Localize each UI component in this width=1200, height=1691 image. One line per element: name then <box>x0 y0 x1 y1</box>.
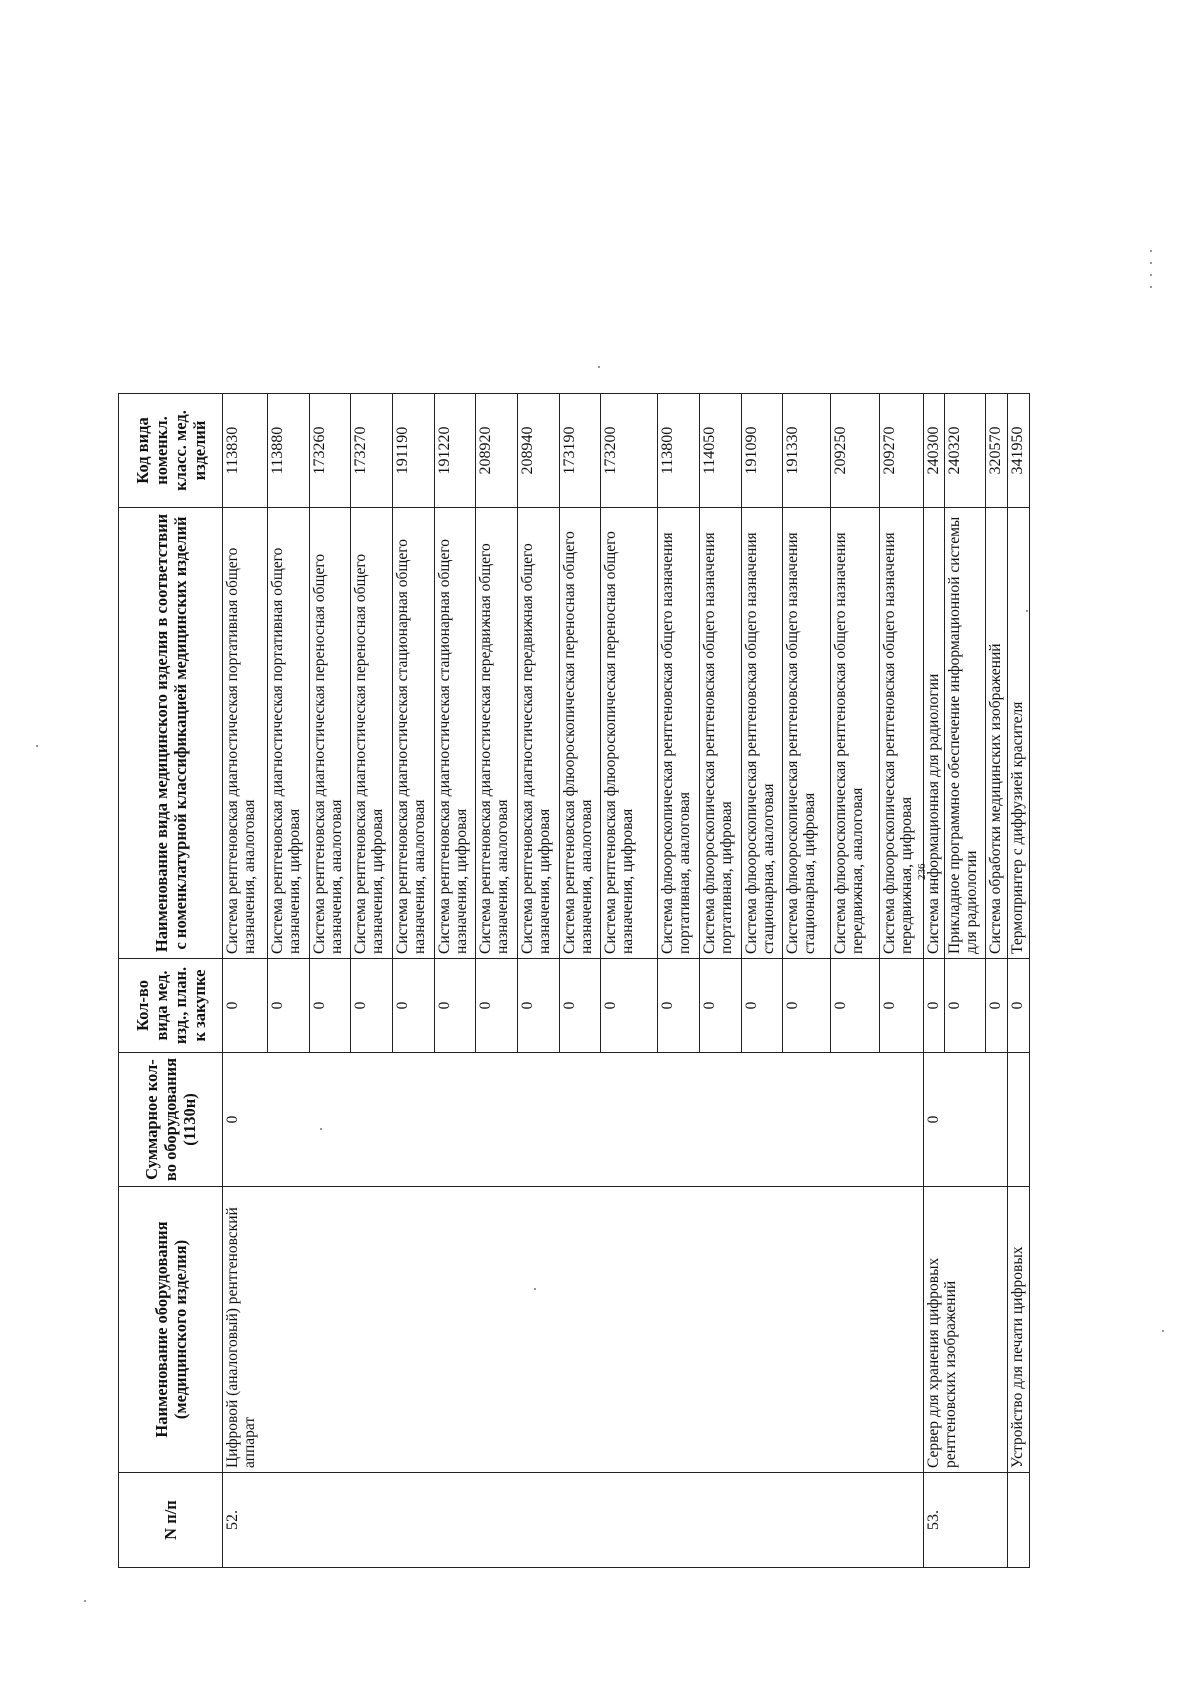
type-name: Система рентгеновская флюороскопическая переносная общего назначения, цифровая <box>601 508 658 959</box>
type-name: Прикладное программное обеспечение информационной системы для радиологии <box>945 508 986 959</box>
type-code: 173190 <box>559 394 601 508</box>
type-name: Система рентгеновская диагностическая передвижная общего назначения, цифровая <box>517 508 559 959</box>
table-row <box>223 394 268 1568</box>
type-name: Система флюороскопическая рентгеновская общего назначения передвижная, аналоговая <box>831 508 879 959</box>
type-code: 113800 <box>658 394 700 508</box>
planned-quantity: 0 <box>831 959 879 1053</box>
planned-quantity: 0 <box>658 959 700 1053</box>
row-number: 53. <box>923 1473 1007 1568</box>
type-code: 173260 <box>309 394 351 508</box>
type-name: Система флюороскопическая рентгеновская общего назначения стационарная, цифровая <box>783 508 831 959</box>
type-code: 173270 <box>351 394 393 508</box>
type-code: 208920 <box>476 394 518 508</box>
planned-quantity: 0 <box>309 959 351 1053</box>
planned-quantity: 0 <box>699 959 741 1053</box>
header-code: Код вида номенкл. класс. мед. изделий <box>119 394 223 508</box>
type-code: 113880 <box>267 394 309 508</box>
planned-quantity: 0 <box>879 959 923 1053</box>
total-quantity: 0 <box>923 1053 1007 1187</box>
planned-quantity: 0 <box>351 959 393 1053</box>
planned-quantity: 0 <box>559 959 601 1053</box>
planned-quantity: 0 <box>434 959 476 1053</box>
total-quantity <box>1007 1053 1029 1187</box>
type-name: Система флюороскопическая рентгеновская общего назначения стационарная, аналоговая <box>741 508 783 959</box>
equipment-name: Сервер для хранения цифровых рентгеновских изображений <box>923 1187 1007 1473</box>
row-number <box>1007 1473 1029 1568</box>
type-name: Система рентгеновская диагностическая стационарная общего назначения, аналоговая <box>392 508 434 959</box>
planned-quantity: 0 <box>985 959 1007 1053</box>
page-number: 236 <box>916 863 928 880</box>
header-type-name: Наименование вида медицинского изделия в соответствии с номенклатурной классификацией медицинских изделий <box>119 508 223 959</box>
type-code: 173200 <box>601 394 658 508</box>
header-planned-qty: Кол-во вида мед. изд., план. к закупке <box>119 959 223 1053</box>
type-name: Система флюороскопическая рентгеновская общего назначения портативная, аналоговая <box>658 508 700 959</box>
type-name: Система рентгеновская диагностическая передвижная общего назначения, аналоговая <box>476 508 518 959</box>
type-name: Система рентгеновская диагностическая портативная общего назначения, аналоговая <box>223 508 268 959</box>
type-name: Система рентгеновская диагностическая переносная общего назначения, цифровая <box>351 508 393 959</box>
equipment-table <box>118 393 1030 1568</box>
header-equipment: Наименование оборудования (медицинского изделия) <box>119 1187 223 1473</box>
type-code: 114050 <box>699 394 741 508</box>
type-code: 240320 <box>945 394 986 508</box>
type-name: Система флюороскопическая рентгеновская общего назначения передвижная, цифровая <box>879 508 923 959</box>
type-code: 191090 <box>741 394 783 508</box>
planned-quantity: 0 <box>783 959 831 1053</box>
type-code: 191220 <box>434 394 476 508</box>
type-code: 240300 <box>923 394 945 508</box>
header-total-qty: Суммарное кол-во оборудования (1130н) <box>119 1053 223 1187</box>
type-name: Система информационная для радиологии <box>923 508 945 959</box>
planned-quantity: 0 <box>517 959 559 1053</box>
type-code: 209270 <box>879 394 923 508</box>
type-code: 341950 <box>1007 394 1029 508</box>
type-name: Система рентгеновская диагностическая переносная общего назначения, аналоговая <box>309 508 351 959</box>
planned-quantity: 0 <box>945 959 986 1053</box>
type-code: 113830 <box>223 394 268 508</box>
header-num: N п/п <box>119 1473 223 1568</box>
rotated-page <box>118 394 1030 1568</box>
type-name: Система обработки медицинских изображений <box>985 508 1007 959</box>
type-name: Система флюороскопическая рентгеновская общего назначения портативная, цифровая <box>699 508 741 959</box>
type-code: 191330 <box>783 394 831 508</box>
planned-quantity: 0 <box>267 959 309 1053</box>
table-row <box>923 394 945 1568</box>
table-row <box>1007 394 1029 1568</box>
type-code: 191190 <box>392 394 434 508</box>
type-name: Система рентгеновская диагностическая портативная общего назначения, цифровая <box>267 508 309 959</box>
planned-quantity: 0 <box>223 959 268 1053</box>
type-name: Система рентгеновская флюороскопическая переносная общего назначения, аналоговая <box>559 508 601 959</box>
planned-quantity: 0 <box>923 959 945 1053</box>
total-quantity: 0 <box>223 1053 924 1187</box>
type-name: Система рентгеновская диагностическая стационарная общего назначения, цифровая <box>434 508 476 959</box>
type-name: Термопринтер с диффузией красителя <box>1007 508 1029 959</box>
equipment-name: Цифровой (аналоговый) рентгеновский аппарат <box>223 1187 924 1473</box>
planned-quantity: 0 <box>601 959 658 1053</box>
planned-quantity: 0 <box>1007 959 1029 1053</box>
row-number: 52. <box>223 1473 924 1568</box>
planned-quantity: 0 <box>476 959 518 1053</box>
planned-quantity: 0 <box>741 959 783 1053</box>
type-code: 320570 <box>985 394 1007 508</box>
type-code: 208940 <box>517 394 559 508</box>
planned-quantity: 0 <box>392 959 434 1053</box>
type-code: 209250 <box>831 394 879 508</box>
equipment-name: Устройство для печати цифровых <box>1007 1187 1029 1473</box>
